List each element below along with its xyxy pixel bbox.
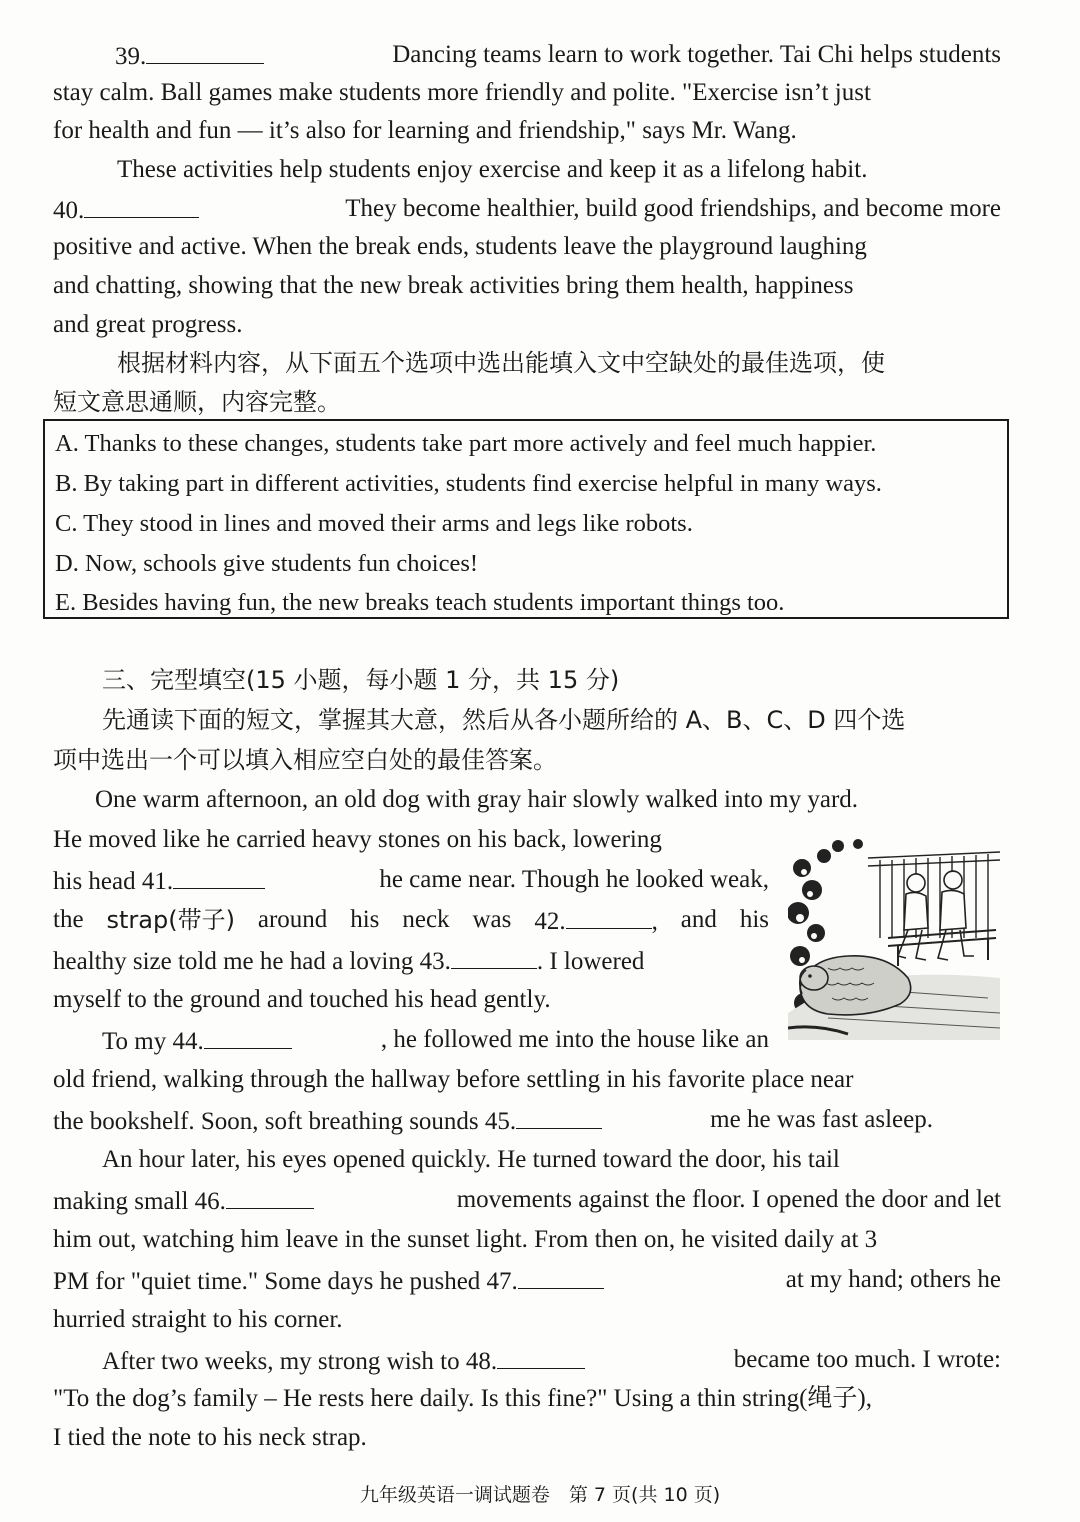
answer-blank-47[interactable] [518,1262,604,1289]
passage-line: and great progress. [53,311,243,338]
section-heading: 三、完型填空(15 小题，每小题 1 分，共 15 分) [102,666,620,694]
option-b[interactable]: B. By taking part in different activities, students find exercise helpful in many ways. [55,470,882,497]
answer-blank-45[interactable] [516,1102,602,1129]
answer-blank-44[interactable] [204,1022,292,1049]
cloze-line: hurried straight to his corner. [53,1306,343,1333]
answer-blank-46[interactable] [226,1182,314,1209]
cloze-line: "To the dog’s family – He rests here daily. Is this fine?" Using a thin string(绳子), [53,1385,872,1412]
cloze-line: An hour later, his eyes opened quickly. He turned toward the door, his tail [102,1146,840,1173]
option-a[interactable]: A. Thanks to these changes, students take part more actively and feel much happier. [55,430,877,457]
cloze-line: PM for "quiet time." Some days he pushed 47. at my hand; others he [53,1262,1001,1298]
cloze-line: He moved like he carried heavy stones on his back, lowering [53,826,662,853]
cloze-line: making small 46. movements against the floor. I opened the door and let [53,1182,1001,1218]
cloze-line: One warm afternoon, an old dog with gray hair slowly walked into my yard. [95,786,859,813]
cloze-line: old friend, walking through the hallway before settling in his favorite place near [53,1066,854,1093]
option-d[interactable]: D. Now, schools give students fun choices! [55,550,479,577]
passage-line: 40. They become healthier, build good friendships, and become more [53,191,1001,227]
cloze-line: the strap(带子) around his neck was 42. , and his [53,902,769,938]
passage-line: stay calm. Ball games make students more friendly and polite. "Exercise isn’t just [53,79,871,106]
cloze-line: healthy size told me he had a loving 43. . I lowered [53,942,769,978]
question-number-40: 40. [53,197,85,224]
passage-line: These activities help students enjoy exercise and keep it as a lifelong habit. [117,156,868,183]
answer-blank-40[interactable] [84,191,199,218]
dog-illustration [788,838,1000,1040]
answer-blank-41[interactable] [173,862,265,889]
instruction-line: 根据材料内容，从下面五个选项中选出能填入文中空缺处的最佳选项，使 [117,349,885,377]
cloze-line: him out, watching him leave in the sunset light. From then on, he visited daily at 3 [53,1226,878,1253]
section-instruction-line: 项中选出一个可以填入相应空白处的最佳答案。 [53,746,557,774]
passage-line: and chatting, showing that the new break activities bring them health, happiness [53,272,854,299]
cloze-line: his head 41. he came near. Though he looked weak, [53,862,769,898]
cloze-line: To my 44. , he followed me into the house like an [102,1022,769,1058]
cloze-line: I tied the note to his neck strap. [53,1424,367,1451]
options-box [43,419,1009,619]
page-footer: 九年级英语一调试题卷 第 7 页(共 10 页) [359,1484,721,1506]
question-number-39: 39. [115,43,147,70]
passage-line: for health and fun — it’s also for learning and friendship," says Mr. Wang. [53,117,797,144]
section-instruction-line: 先通读下面的短文，掌握其大意，然后从各小题所给的 A、B、C、D 四个选 [102,706,906,734]
passage-line: 39. Dancing teams learn to work together. Tai Chi helps students [115,37,1001,73]
cloze-line: myself to the ground and touched his head gently. [53,986,551,1013]
cloze-line: After two weeks, my strong wish to 48. became too much. I wrote: [102,1342,1001,1378]
instruction-line: 短文意思通顺，内容完整。 [53,388,341,416]
answer-blank-39[interactable] [146,37,264,64]
option-e[interactable]: E. Besides having fun, the new breaks teach students important things too. [55,589,785,616]
passage-line: positive and active. When the break ends, students leave the playground laughing [53,233,867,260]
option-c[interactable]: C. They stood in lines and moved their arms and legs like robots. [55,510,693,537]
answer-blank-42[interactable] [566,902,652,929]
cloze-line: the bookshelf. Soon, soft breathing sounds 45. me he was fast asleep. [53,1102,933,1138]
answer-blank-48[interactable] [497,1342,585,1369]
answer-blank-43[interactable] [451,942,537,969]
